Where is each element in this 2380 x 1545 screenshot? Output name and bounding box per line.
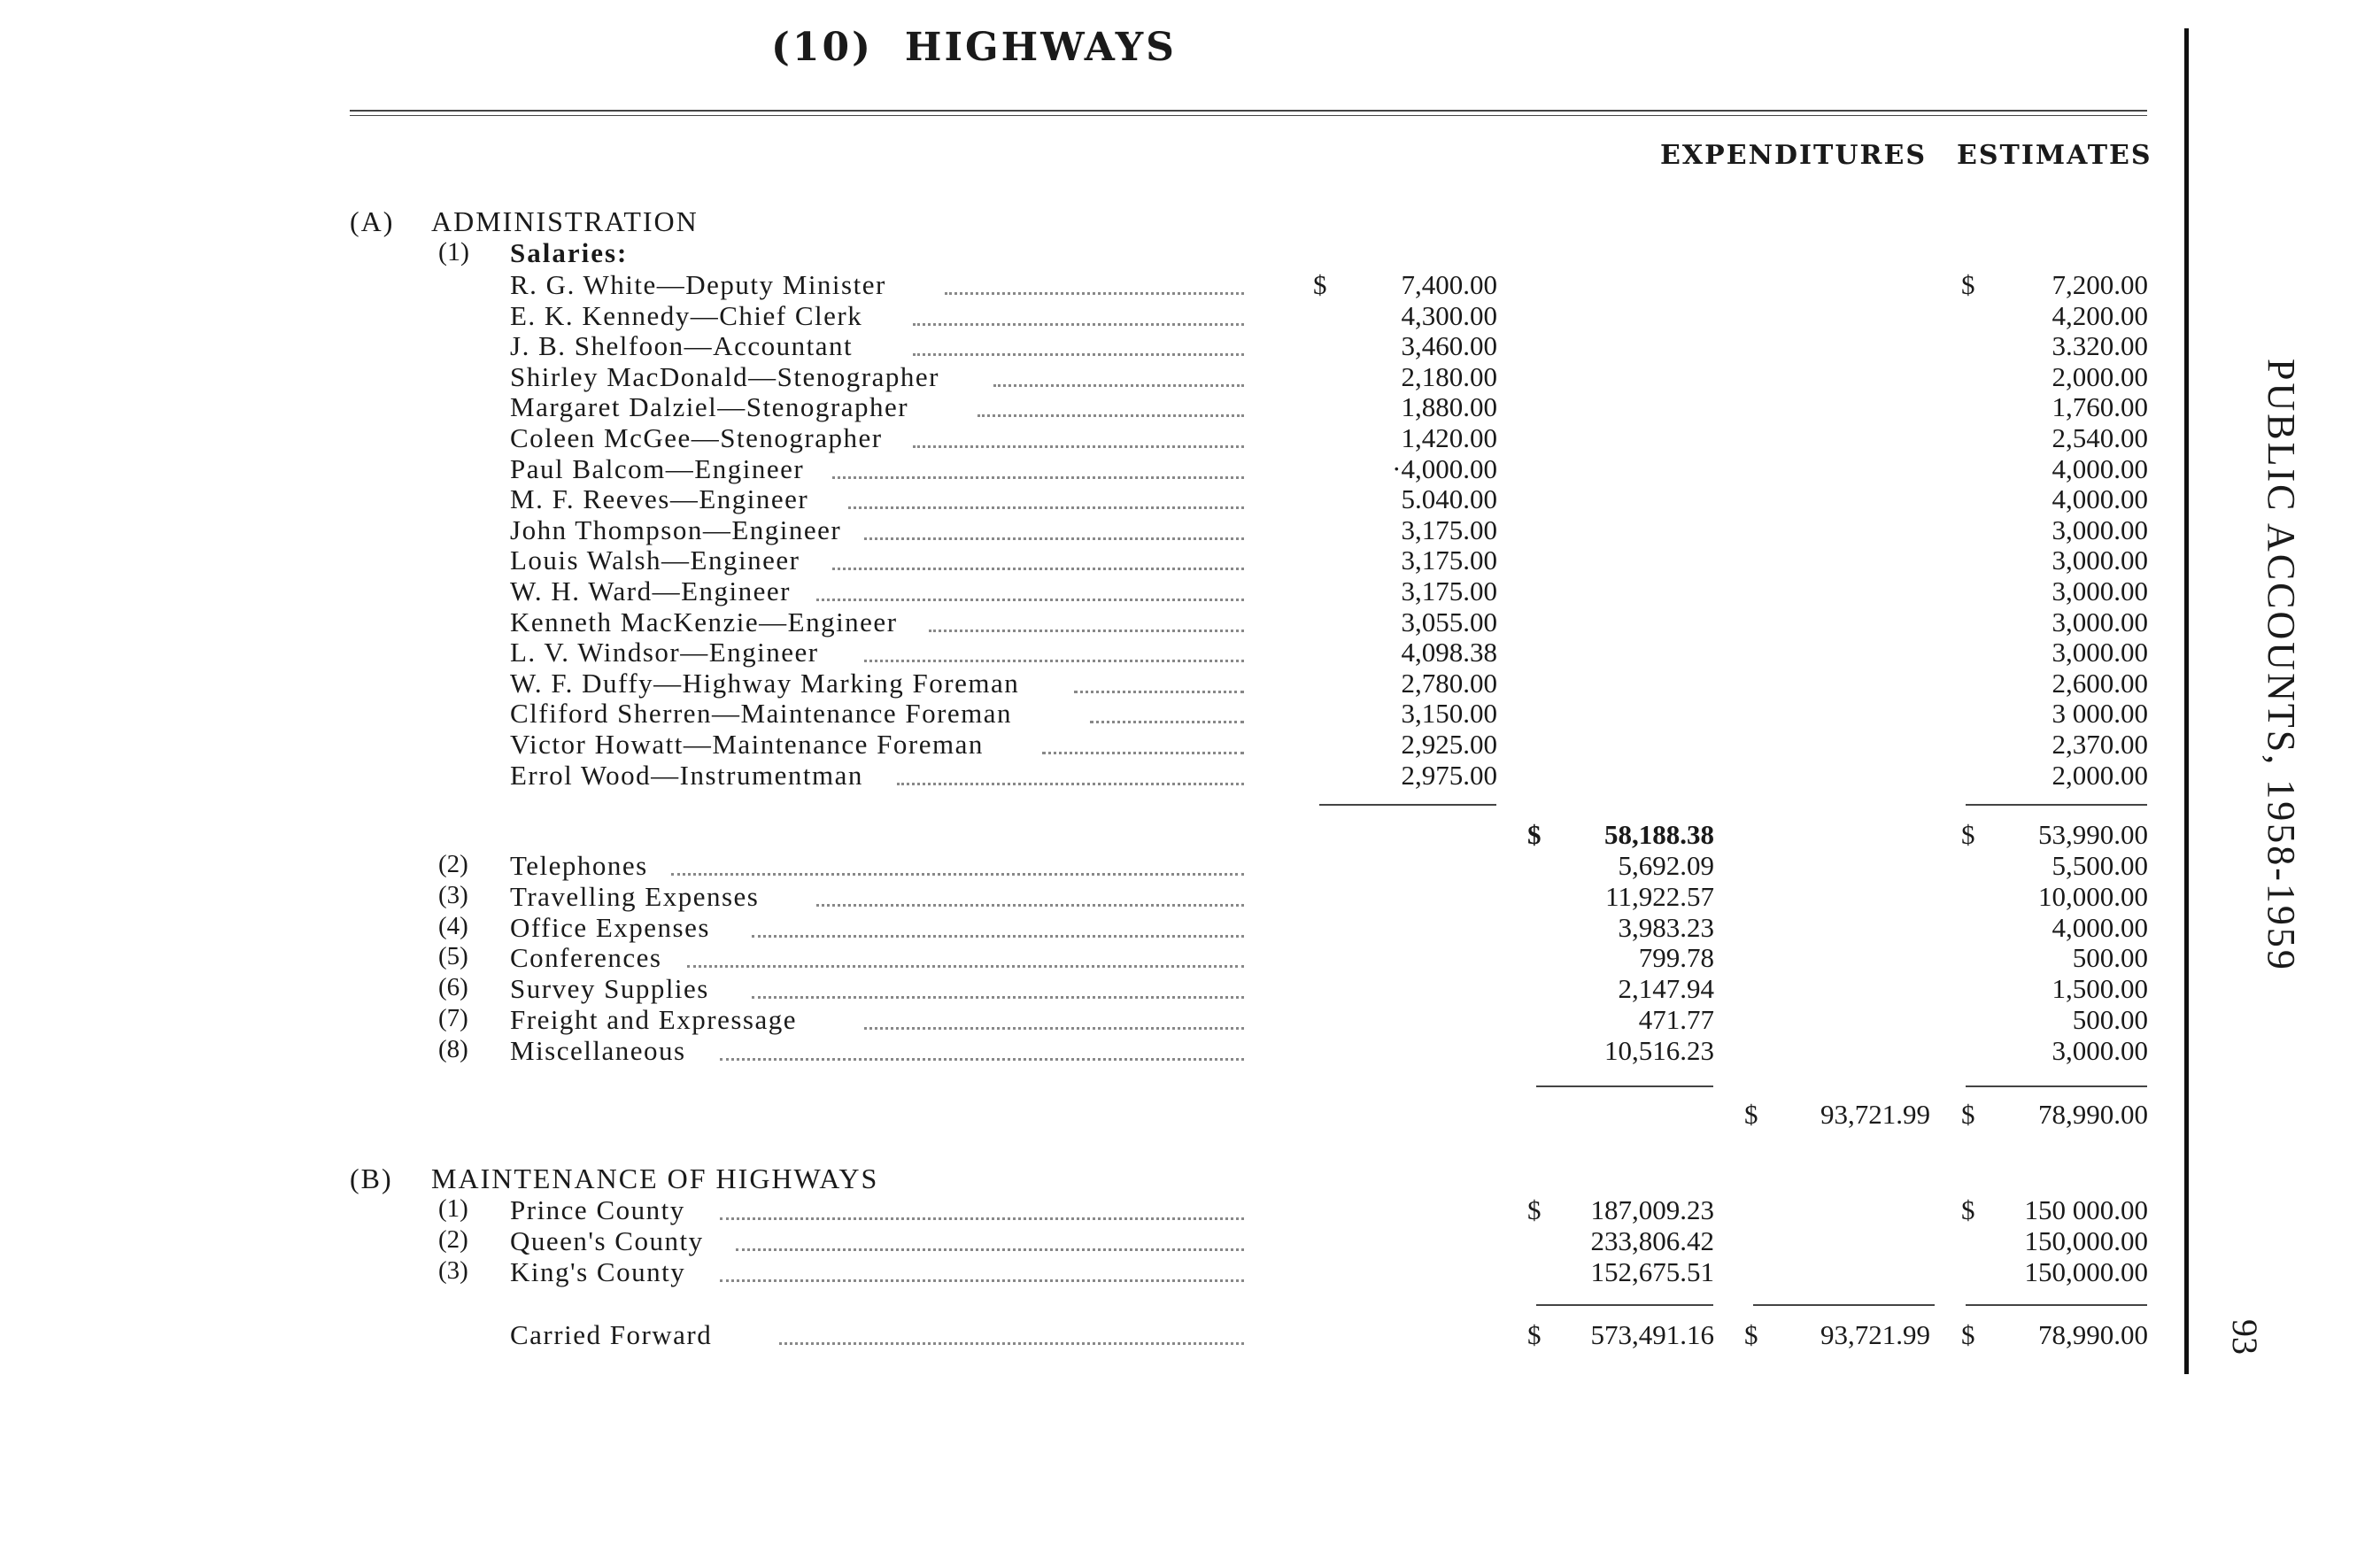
- maintenance-number: (2): [438, 1225, 468, 1254]
- expense-amount: 10,516.23: [1604, 1034, 1714, 1066]
- dot-leader: [720, 1279, 1244, 1282]
- expense-row: [0, 912, 2380, 942]
- expense-name: Telephones: [510, 850, 648, 881]
- section-title: HIGHWAYS: [904, 25, 1177, 70]
- employee-name: Kenneth MacKenzie—Engineer: [510, 606, 898, 637]
- employee-name: J. B. Shelfoon—Accountant: [510, 330, 854, 362]
- carried-forward-amount: 573,491.16: [1590, 1319, 1714, 1350]
- salary-row: [0, 760, 2380, 790]
- maint-rule-1: [1536, 1304, 1713, 1306]
- salary-amount: 3,055.00: [1401, 606, 1497, 637]
- expense-number: (2): [438, 850, 468, 878]
- expense-amount: 5,692.09: [1618, 850, 1714, 881]
- expense-number: (3): [438, 880, 468, 909]
- employee-name: Victor Howatt—Maintenance Foreman: [510, 729, 984, 760]
- salary-amount: 7,400.00: [1401, 269, 1497, 300]
- salary-row: [0, 300, 2380, 330]
- employee-name: Coleen McGee—Stenographer: [510, 422, 883, 453]
- expense-row: [0, 850, 2380, 880]
- expense-estimate: 4,000.00: [2052, 911, 2148, 943]
- section-b-letter: (B): [350, 1163, 393, 1194]
- salary-estimate: 3.320.00: [2052, 330, 2148, 362]
- expense-estimate: 500.00: [2072, 1004, 2148, 1035]
- dot-leader: [1074, 691, 1244, 693]
- dot-leader: [816, 599, 1244, 601]
- salary-row: [0, 453, 2380, 483]
- expense-row: [0, 1004, 2380, 1034]
- salary-row: [0, 391, 2380, 421]
- salary-estimate: 4,200.00: [2052, 299, 2148, 331]
- salary-row: [0, 422, 2380, 452]
- salary-row: [0, 729, 2380, 759]
- dot-leader: [816, 904, 1244, 907]
- salary-estimate: 2,540.00: [2052, 422, 2148, 453]
- salary-subtotal-rule: [1319, 804, 1496, 806]
- salary-estimate: 7,200.00: [2052, 269, 2148, 300]
- admin-subtotal-rule: [1536, 1085, 1713, 1087]
- dot-leader: [832, 568, 1244, 570]
- dot-leader: [671, 873, 1244, 876]
- expense-estimate: 500.00: [2072, 942, 2148, 974]
- maintenance-row: [0, 1225, 2380, 1255]
- maintenance-number: (3): [438, 1256, 468, 1285]
- dot-leader: [720, 1058, 1244, 1061]
- expense-row: [0, 973, 2380, 1003]
- salary-amount: 3,175.00: [1401, 576, 1497, 606]
- employee-name: L. V. Windsor—Engineer: [510, 637, 819, 668]
- salary-estimate: 2,000.00: [2052, 759, 2148, 791]
- dot-leader: [1042, 752, 1244, 754]
- expense-name: Conferences: [510, 942, 662, 974]
- employee-name: R. G. White—Deputy Minister: [510, 269, 886, 300]
- salary-row: [0, 269, 2380, 299]
- salary-row: [0, 330, 2380, 360]
- employee-name: Paul Balcom—Engineer: [510, 452, 805, 484]
- maintenance-amount: 152,675.51: [1590, 1256, 1714, 1287]
- dot-leader: [913, 445, 1244, 448]
- employee-name: Shirley MacDonald—Stenographer: [510, 360, 939, 392]
- salary-estimate: 4,000.00: [2052, 452, 2148, 484]
- maintenance-number: (1): [438, 1194, 468, 1223]
- maintenance-row: [0, 1256, 2380, 1286]
- dollar-sign: $: [1313, 269, 1327, 300]
- employee-name: W. H. Ward—Engineer: [510, 576, 791, 606]
- salary-amount: 2,925.00: [1401, 729, 1497, 760]
- admin-estimate-rule: [1966, 1085, 2147, 1087]
- dot-leader: [864, 537, 1244, 540]
- side-running-title: PUBLIC ACCOUNTS, 1958-1959: [2260, 359, 2303, 972]
- salary-amount: ·4,000.00: [1392, 452, 1497, 484]
- expense-row: [0, 1035, 2380, 1065]
- salary-row: [0, 514, 2380, 545]
- admin-total-expenditure: 93,721.99: [1820, 1099, 1930, 1130]
- page-title: [0, 25, 1948, 70]
- dot-leader: [1090, 721, 1244, 723]
- maintenance-estimate: 150 000.00: [2024, 1194, 2148, 1225]
- employee-name: Louis Walsh—Engineer: [510, 545, 800, 576]
- salary-amount: 1,880.00: [1401, 391, 1497, 423]
- salary-row: [0, 361, 2380, 391]
- salary-estimate-rule: [1966, 804, 2147, 806]
- dot-leader: [864, 1027, 1244, 1030]
- expense-name: Miscellaneous: [510, 1034, 686, 1066]
- salary-amount: 3,175.00: [1401, 545, 1497, 576]
- salaries-number: (1): [438, 237, 469, 267]
- dot-leader: [897, 783, 1244, 785]
- employee-name: W. F. Duffy—Highway Marking Foreman: [510, 667, 1020, 699]
- salary-amount: 4,098.38: [1401, 637, 1497, 668]
- expense-estimate: 5,500.00: [2052, 850, 2148, 881]
- expense-amount: 2,147.94: [1618, 973, 1714, 1005]
- carried-forward-dollar-2: $: [1744, 1319, 1758, 1350]
- expense-number: (6): [438, 973, 468, 1002]
- expense-estimate: 10,000.00: [2038, 880, 2148, 912]
- dot-leader: [993, 384, 1244, 387]
- dot-leader: [864, 660, 1244, 662]
- salary-estimate: 2,600.00: [2052, 667, 2148, 699]
- expense-number: (7): [438, 1004, 468, 1032]
- salary-row: [0, 698, 2380, 728]
- expense-amount: 3,983.23: [1618, 911, 1714, 943]
- salary-amount: 1,420.00: [1401, 422, 1497, 453]
- salary-amount: 4,300.00: [1401, 299, 1497, 331]
- county-name: Prince County: [510, 1194, 685, 1225]
- employee-name: Margaret Dalziel—Stenographer: [510, 391, 909, 423]
- salary-estimate: 3 000.00: [2052, 698, 2148, 730]
- salary-row: [0, 668, 2380, 698]
- salary-amount: 2,180.00: [1401, 360, 1497, 392]
- maintenance-amount: 187,009.23: [1590, 1194, 1714, 1225]
- salary-estimate: 2,000.00: [2052, 360, 2148, 392]
- expense-estimate: 3,000.00: [2052, 1034, 2148, 1066]
- salary-row: [0, 545, 2380, 575]
- salary-estimate: 3,000.00: [2052, 606, 2148, 637]
- salary-amount: 3,460.00: [1401, 330, 1497, 362]
- employee-name: John Thompson—Engineer: [510, 514, 842, 545]
- salaries-heading: Salaries:: [510, 237, 629, 268]
- dot-leader: [687, 965, 1244, 968]
- dollar-sign: $: [1961, 269, 1975, 300]
- carried-forward-expenditure: 93,721.99: [1820, 1319, 1930, 1350]
- dollar-sign: $: [1527, 1194, 1542, 1225]
- carried-forward-dollar-1: $: [1527, 1319, 1542, 1350]
- expense-estimate: 1,500.00: [2052, 973, 2148, 1005]
- header-rule-2: [350, 115, 2147, 116]
- page-number: 93: [2225, 1319, 2265, 1355]
- salary-total-row: [0, 819, 2380, 849]
- salary-estimate: 3,000.00: [2052, 637, 2148, 668]
- expenditures-header: EXPENDITURES: [1660, 140, 1927, 171]
- salary-row: [0, 637, 2380, 667]
- expense-number: (4): [438, 911, 468, 940]
- salary-total-amount: 58,188.38: [1604, 819, 1714, 850]
- section-a-letter: (A): [350, 205, 395, 237]
- expense-name: Freight and Expressage: [510, 1004, 797, 1035]
- estimates-header: ESTIMATES: [1957, 140, 2152, 171]
- salary-row: [0, 576, 2380, 606]
- salary-row: [0, 606, 2380, 637]
- dot-leader: [945, 292, 1244, 295]
- expense-name: Office Expenses: [510, 911, 710, 943]
- dot-leader: [832, 476, 1244, 479]
- salary-total-estimate-dollar: $: [1961, 819, 1975, 850]
- dot-leader: [752, 935, 1244, 938]
- salary-estimate: 2,370.00: [2052, 729, 2148, 760]
- admin-total-estimate: 78,990.00: [2038, 1099, 2148, 1130]
- admin-total-dollar: $: [1744, 1099, 1758, 1130]
- maint-rule-2: [1753, 1304, 1935, 1306]
- dot-leader: [752, 996, 1244, 999]
- maintenance-estimate: 150,000.00: [2024, 1225, 2148, 1256]
- section-a-title: ADMINISTRATION: [431, 205, 699, 237]
- employee-name: E. K. Kennedy—Chief Clerk: [510, 299, 863, 331]
- dot-leader: [913, 323, 1244, 326]
- expense-name: Travelling Expenses: [510, 880, 760, 912]
- carried-forward-dollar-3: $: [1961, 1319, 1975, 1350]
- maintenance-estimate: 150,000.00: [2024, 1256, 2148, 1287]
- county-name: King's County: [510, 1256, 686, 1287]
- salary-amount: 5.040.00: [1401, 483, 1497, 515]
- expense-row: [0, 942, 2380, 972]
- salary-estimate: 4,000.00: [2052, 483, 2148, 515]
- carried-forward-row: [0, 1319, 2380, 1349]
- employee-name: Errol Wood—Instrumentman: [510, 759, 863, 791]
- section-b-title: MAINTENANCE OF HIGHWAYS: [431, 1163, 879, 1194]
- salary-total-estimate: 53,990.00: [2038, 819, 2148, 850]
- expense-amount: 799.78: [1638, 942, 1714, 974]
- expense-amount: 471.77: [1638, 1004, 1714, 1035]
- salary-amount: 3,175.00: [1401, 514, 1497, 545]
- employee-name: Clfiford Sherren—Maintenance Foreman: [510, 698, 1013, 730]
- salary-total-dollar: $: [1527, 819, 1542, 850]
- dot-leader: [978, 414, 1244, 417]
- salary-row: [0, 483, 2380, 514]
- salary-estimate: 3,000.00: [2052, 545, 2148, 576]
- admin-total-row: [0, 1099, 2380, 1129]
- dollar-sign: $: [1961, 1194, 1975, 1225]
- section-number: (10): [771, 25, 873, 70]
- dot-leader: [736, 1248, 1244, 1251]
- salary-estimate: 1,760.00: [2052, 391, 2148, 423]
- carried-forward-estimate: 78,990.00: [2038, 1319, 2148, 1350]
- carried-forward-label: Carried Forward: [510, 1319, 713, 1350]
- dot-leader: [929, 630, 1244, 632]
- expense-row: [0, 881, 2380, 911]
- dot-leader: [913, 353, 1244, 356]
- expense-amount: 11,922.57: [1605, 880, 1714, 912]
- admin-total-estimate-dollar: $: [1961, 1099, 1975, 1130]
- header-rule: [350, 110, 2147, 112]
- maintenance-amount: 233,806.42: [1590, 1225, 1714, 1256]
- salary-amount: 3,150.00: [1401, 698, 1497, 730]
- dot-leader: [720, 1217, 1244, 1220]
- expense-number: (8): [438, 1034, 468, 1063]
- maintenance-row: [0, 1194, 2380, 1224]
- salary-estimate: 3,000.00: [2052, 576, 2148, 606]
- carried-forward-leader: [779, 1342, 1244, 1345]
- expense-name: Survey Supplies: [510, 973, 709, 1005]
- employee-name: M. F. Reeves—Engineer: [510, 483, 809, 515]
- county-name: Queen's County: [510, 1225, 704, 1256]
- salary-amount: 2,780.00: [1401, 667, 1497, 699]
- maint-rule-3: [1966, 1304, 2147, 1306]
- expense-number: (5): [438, 942, 468, 971]
- dot-leader: [848, 506, 1244, 509]
- salary-estimate: 3,000.00: [2052, 514, 2148, 545]
- salary-amount: 2,975.00: [1401, 759, 1497, 791]
